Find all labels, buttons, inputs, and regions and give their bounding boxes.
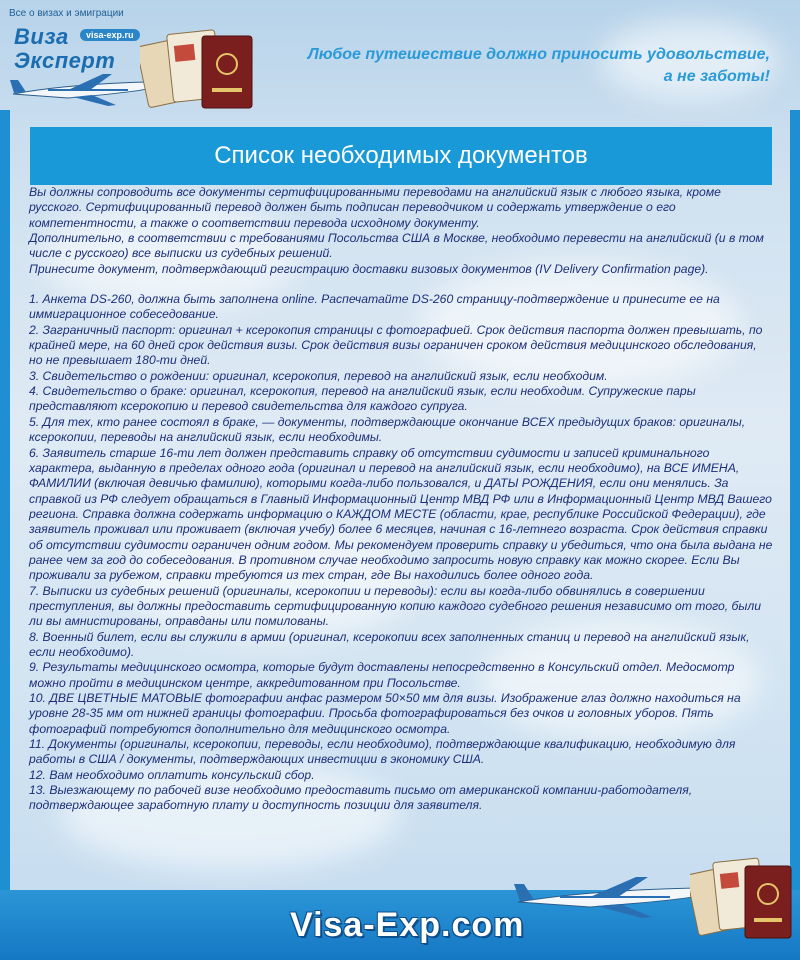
- footer-site-link[interactable]: Visa-Exp.com: [290, 906, 525, 944]
- list-item: 13. Выезжающему по рабочей визе необходимо предоставить письмо от американской компании-работодателя, подтверждающее заработную плату и доступность позиции для заявителя.: [29, 783, 693, 813]
- paragraph-spacer: [29, 277, 773, 292]
- list-item: 7. Выписки из судебных решений (оригиналы, ксерокопии и переводы): если вы когда-либо обвинялись в совершении преступления, вы должны предоставить сертифицированную копию каждого судебного решения независимо от того, были ли вы амнистированы, оправданы или помилованы.: [29, 583, 761, 629]
- logo-line-1[interactable]: Виза: [14, 24, 69, 49]
- logo-site-badge[interactable]: visa-exp.ru: [80, 29, 140, 41]
- list-item: 4. Свидетельство о браке: оригинал, ксерокопия, перевод на английский язык, если необходим. Супружеские пары представляют ксерокопию и перевод свидетельства для каждого супруга.: [29, 384, 696, 414]
- list-item: 1. Анкета DS-260, должна быть заполнена online. Распечатайте DS-260 страницу-подтверждение и принесите ее на иммиграционное собеседование.: [29, 292, 720, 322]
- slogan: [250, 44, 770, 88]
- list-item: 11. Документы (оригиналы, ксерокопии, переводы, если необходимо), подтверждающие квалификацию, необходимую для работы в США / документы, подтверждающих инвестиции в экономику США.: [29, 737, 736, 767]
- left-edge-bar: [0, 110, 10, 890]
- airplane-icon: [510, 872, 710, 922]
- list-item: 9. Результаты медицинского осмотра, которые будут доставлены непосредственно в Консульский отдел. Медосмотр можно пройти в медицинском центре, аккредитованном при Посольстве.: [29, 660, 735, 690]
- title-bar: [30, 127, 772, 185]
- passport-icon: [690, 848, 795, 948]
- intro-paragraph: Принесите документ, подтверждающий регистрацию доставки визовых документов (IV Delivery Confirmation page).: [29, 261, 709, 276]
- slogan-line-1: Любое путешествие должно приносить удовольствие,: [307, 46, 770, 63]
- list-item: 5. Для тех, кто ранее состоял в браке, — документы, подтверждающие окончание ВСЕХ предыдущих браков: оригиналы, ксерокопии, переводы на английский язык, если необходимы.: [29, 414, 746, 445]
- list-item: 12. Вам необходимо оплатить консульский сбор.: [29, 767, 315, 782]
- site-tagline: Все о визах и эмиграции: [9, 8, 124, 19]
- airplane-icon: [8, 70, 158, 110]
- intro-paragraph: Дополнительно, в соответствии с требованиями Посольства США в Москве, необходимо перевести на английский (и в том числе с русского) все выписки из судебных решений.: [29, 231, 764, 261]
- list-item: 8. Военный билет, если вы служили в армии (оригинал, ксерокопии всех заполненных станиц и перевод на английский язык, если необходимо).: [29, 629, 750, 659]
- slogan-line-2: а не заботы!: [663, 68, 770, 85]
- document-body: [29, 185, 773, 814]
- list-item: 10. ДВЕ ЦВЕТНЫЕ МАТОВЫЕ фотографии анфас размером 50×50 мм для визы. Изображение глаз должно находиться на уровне 28-35 мм от нижней границы фотографии. Просьба фотографироваться без очков и головных уборов. Пять фотографий потребуются дополнительно для медицинского осмотра.: [29, 691, 741, 736]
- list-item: 3. Свидетельство о рождении: оригинал, ксерокопия, перевод на английский язык, если необходим.: [29, 368, 608, 383]
- site-header: [0, 0, 800, 120]
- page-title: Список необходимых документов: [214, 142, 588, 169]
- right-edge-bar: [790, 110, 800, 890]
- list-item: 6. Заявитель старше 16-ти лет должен представить справку об отсутствии судимости и записей криминального характера, выданную в пределах одного года (оригинал и перевод на английский язык, если необходимо), на ВСЕ ИМЕНА, ФАМИЛИИ (включая девичью фамилию), которыми когда-либо пользовался, и ДАТЫ РОЖДЕНИЯ, если они менялись. За справкой из РФ следует обращаться в Главный Информационный Центр МВД РФ или в Информационный Центр МВД Вашего региона. Справка должна содержать информацию о КАЖДОМ МЕСТЕ (области, крае, республике Российской Федерации), где заявитель проживал или проживает (включая учебу) более 6 месяцев, начиная с 16-летнего возраста. Срок действия справки об отсутствии судимости ограничен одним годом. Мы рекомендуем проверить справку и убедиться, что она была выдана не ранее чем за год до собеседования. В противном случае необходимо запросить новую справку как можно скорее. Если Вы проживали за рубежом, справки требуются из тех стран, где Вы находились более одного года.: [29, 445, 773, 583]
- intro-paragraph: Вы должны сопроводить все документы сертифицированными переводами на английский язык с любого языка, кроме русского. Сертифицированный перевод должен быть подписан переводчиком и содержать утверждение о его компетентности, а также о соответствии перевода исходному документу.: [29, 185, 721, 230]
- passport-icon: [140, 22, 255, 118]
- logo-line-2[interactable]: Эксперт: [14, 48, 116, 73]
- list-item: 2. Заграничный паспорт: оригинал + ксерокопия страницы с фотографией. Срок действия паспорта должен превышать, по крайней мере, на 60 дней срок действия визы. Срок действия визы ограничен сроком действия медицинского обследования, но не превышает 180-ти дней.: [29, 322, 763, 368]
